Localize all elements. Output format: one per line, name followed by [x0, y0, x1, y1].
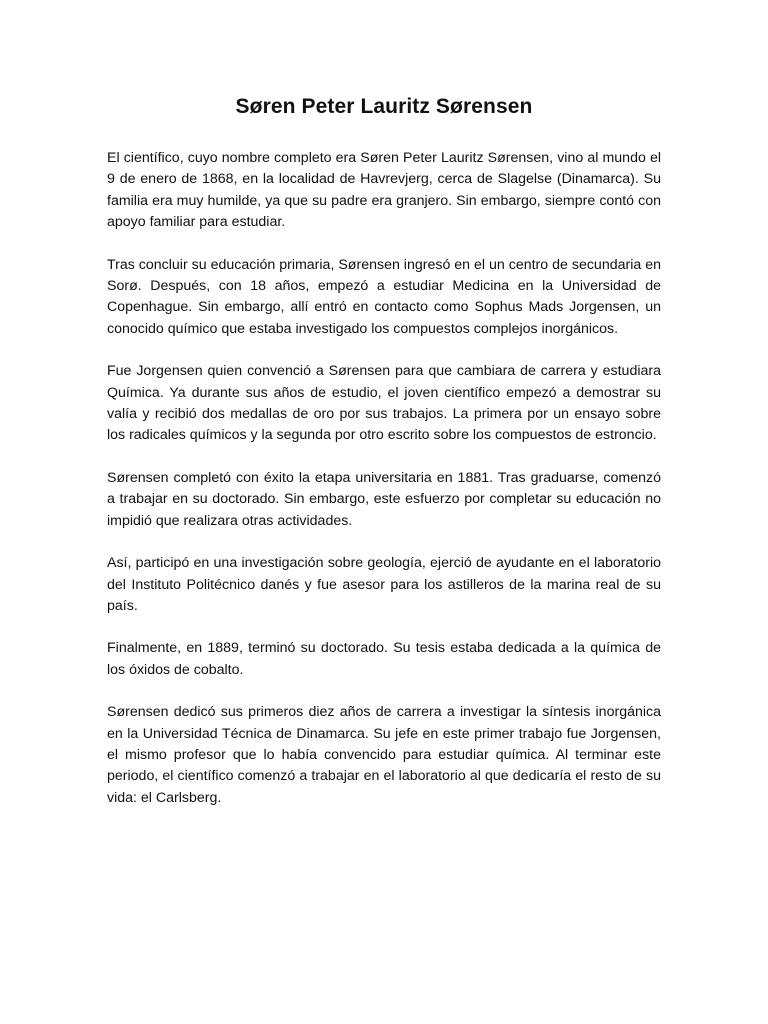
paragraph-7: Sørensen dedicó sus primeros diez años de carrera a investigar la síntesis inorgánica en la Universidad Técnica de Dinamarca. Su jefe en este primer trabajo fue Jorgensen, el mismo profesor que lo había convencido para estudiar química. Al terminar este periodo, el científico comenzó a trabajar en el laboratorio al que dedicaría el resto de su vida: el Carlsberg. — [107, 704, 661, 806]
document-page — [107, 92, 661, 830]
paragraph-3: Fue Jorgensen quien convenció a Sørensen para que cambiara de carrera y estudiara Química. Ya durante sus años de estudio, el joven científico empezó a demostrar su valía y recibió dos medallas de oro por sus trabajos. La primera por un ensayo sobre los radicales químicos y la segunda por otro escrito sobre los compuestos de estroncio. — [107, 363, 661, 444]
paragraph-5: Así, participó en una investigación sobre geología, ejerció de ayudante en el laboratorio del Instituto Politécnico danés y fue asesor para los astilleros de la marina real de su país. — [107, 555, 661, 614]
paragraph-4: Sørensen completó con éxito la etapa universitaria en 1881. Tras graduarse, comenzó a trabajar en su doctorado. Sin embargo, este esfuerzo por completar su educación no impidió que realizara otras actividades. — [107, 469, 661, 529]
document-title: Søren Peter Lauritz Sørensen — [235, 95, 533, 118]
paragraph-6: Finalmente, en 1889, terminó su doctorado. Su tesis estaba dedicada a la química de los óxidos de cobalto. — [107, 640, 661, 678]
paragraph-2: Tras concluir su educación primaria, Sørensen ingresó en el un centro de secundaria en Sorø. Después, con 18 años, empezó a estudiar Medicina en la Universidad de Copenhague. Sin embargo, allí entró en contacto como Sophus Mads Jorgensen, un conocido químico que estaba investigado los compuestos complejos inorgánicos. — [107, 256, 661, 337]
paragraph-1: El científico, cuyo nombre completo era Søren Peter Lauritz Sørensen, vino al mundo el 9 de enero de 1868, en la localidad de Havrevjerg, cerca de Slagelse (Dinamarca). Su familia era muy humilde, ya que su padre era granjero. Sin embargo, siempre contó con apoyo familiar para estudiar. — [107, 150, 661, 231]
